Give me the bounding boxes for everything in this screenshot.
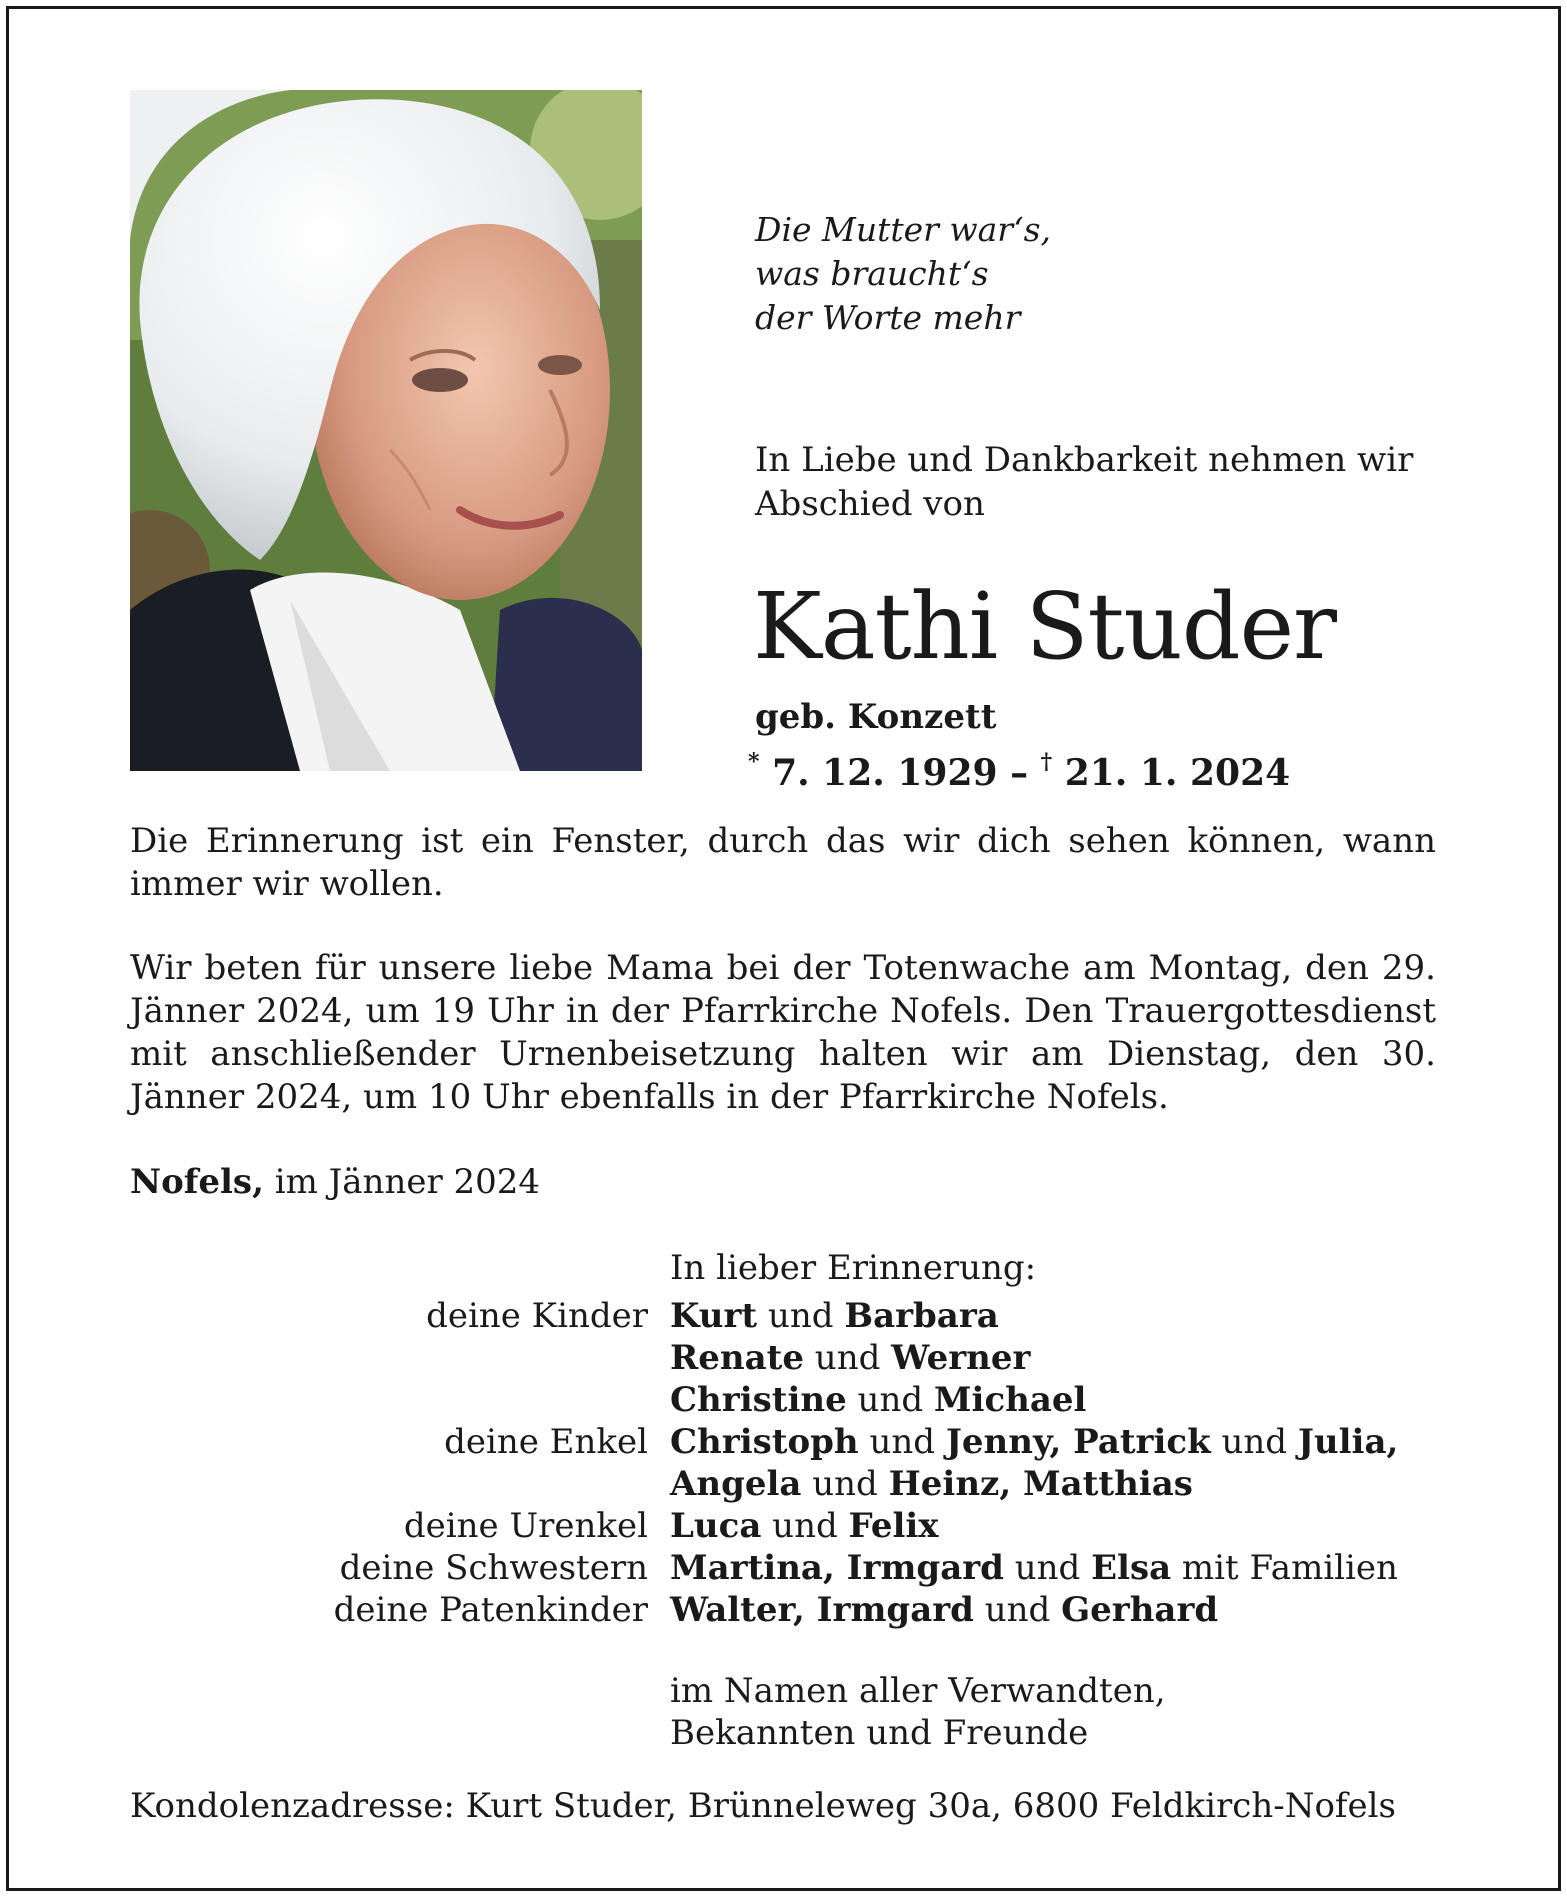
name-bold: Angela — [670, 1464, 802, 1504]
family-names — [670, 1463, 1193, 1505]
family-row — [200, 1379, 1450, 1421]
family-row — [200, 1295, 1450, 1337]
connector: und — [803, 1338, 892, 1378]
family-label — [200, 1379, 670, 1421]
family-label — [200, 1463, 670, 1505]
name-bold: Walter, Irmgard — [670, 1590, 974, 1630]
birth-symbol: * — [748, 749, 760, 775]
family-label — [200, 1337, 670, 1379]
birth-date: 7. 12. 1929 — [772, 752, 998, 794]
place-town: Nofels, — [130, 1162, 264, 1202]
life-dates — [748, 738, 1290, 797]
connector: und — [801, 1464, 889, 1504]
memory-heading: In lieber Erinnerung: — [670, 1248, 1037, 1288]
family-label: deine Schwestern — [339, 1548, 648, 1588]
connector: mit Familien — [1171, 1548, 1398, 1588]
name-bold: Luca — [670, 1506, 762, 1546]
family-names — [670, 1379, 1086, 1421]
name-bold: Felix — [848, 1506, 939, 1546]
name-bold: Elsa — [1091, 1548, 1172, 1588]
name-bold: Renate — [670, 1338, 804, 1378]
name-bold: Werner — [891, 1338, 1031, 1378]
family-names — [670, 1547, 1398, 1589]
family-names — [670, 1295, 999, 1337]
family-names — [670, 1421, 1398, 1463]
memorial-quote — [755, 208, 1051, 340]
name-bold: Jenny, Patrick — [945, 1422, 1211, 1462]
memory-paragraph: Die Erinnerung ist ein Fenster, durch das wir dich sehen können, wann immer wir wollen. — [130, 821, 1436, 904]
family-names — [670, 1337, 1030, 1379]
connector: und — [973, 1590, 1062, 1630]
connector: und — [757, 1296, 845, 1336]
service-paragraph: Wir beten für unsere liebe Mama bei der Totenwache am Montag, den 29. Jänner 2024, um 19 Uhr in der Pfarrkirche Nofels. Den Trauergottesdienst mit anschließender Urnenbeisetzung halten wir am Dienstag, den 30. Jänner 2024, um 10 Uhr ebenfalls in der Pfarrkirche Nofels. — [130, 948, 1436, 1117]
connector: und — [1210, 1422, 1298, 1462]
name-bold: Christoph — [670, 1422, 859, 1462]
family-names — [670, 1589, 1218, 1631]
connector: und — [1003, 1548, 1092, 1588]
name-bold: Heinz, Matthias — [888, 1464, 1193, 1504]
condolence-address: Kondolenzadresse: Kurt Studer, Brünneleweg 30a, 6800 Feldkirch-Nofels — [130, 1786, 1396, 1826]
death-date: 21. 1. 2024 — [1064, 752, 1291, 794]
name-bold: Martina, Irmgard — [670, 1548, 1004, 1588]
closing-text — [670, 1670, 1166, 1754]
quote-line: was braucht‘s — [755, 254, 989, 293]
name-bold: Gerhard — [1061, 1590, 1219, 1630]
date-separator: – — [1010, 752, 1029, 794]
family-row — [200, 1463, 1450, 1505]
death-symbol: † — [1040, 749, 1053, 775]
connector: und — [858, 1422, 946, 1462]
quote-line: Die Mutter war‘s, — [755, 210, 1052, 249]
name-bold: Julia, — [1297, 1422, 1399, 1462]
family-list — [200, 1295, 1450, 1631]
family-row — [200, 1337, 1450, 1379]
portrait-photo — [130, 90, 642, 771]
name-bold: Kurt — [670, 1296, 758, 1336]
family-label: deine Urenkel — [403, 1506, 648, 1546]
closing-line: Bekannten und Freunde — [670, 1713, 1089, 1753]
name-bold: Michael — [933, 1380, 1087, 1420]
connector: und — [846, 1380, 934, 1420]
place-month: im Jänner 2024 — [263, 1162, 541, 1202]
name-bold: Christine — [670, 1380, 847, 1420]
birth-name: geb. Konzett — [755, 697, 997, 737]
quote-line: der Worte mehr — [755, 298, 1021, 337]
family-row — [200, 1547, 1450, 1589]
family-label: deine Patenkinder — [333, 1590, 648, 1630]
place-date — [130, 1160, 540, 1204]
farewell-intro: In Liebe und Dankbarkeit nehmen wir Abschied von — [755, 440, 1414, 524]
family-row — [200, 1505, 1450, 1547]
family-row — [200, 1421, 1450, 1463]
name-bold: Barbara — [844, 1296, 999, 1336]
family-row — [200, 1589, 1450, 1631]
connector: und — [761, 1506, 849, 1546]
closing-line: im Namen aller Verwandten, — [670, 1671, 1166, 1711]
family-label: deine Enkel — [444, 1422, 648, 1462]
deceased-name: Kathi Studer — [753, 573, 1337, 680]
family-label: deine Kinder — [426, 1296, 648, 1336]
family-names — [670, 1505, 939, 1547]
